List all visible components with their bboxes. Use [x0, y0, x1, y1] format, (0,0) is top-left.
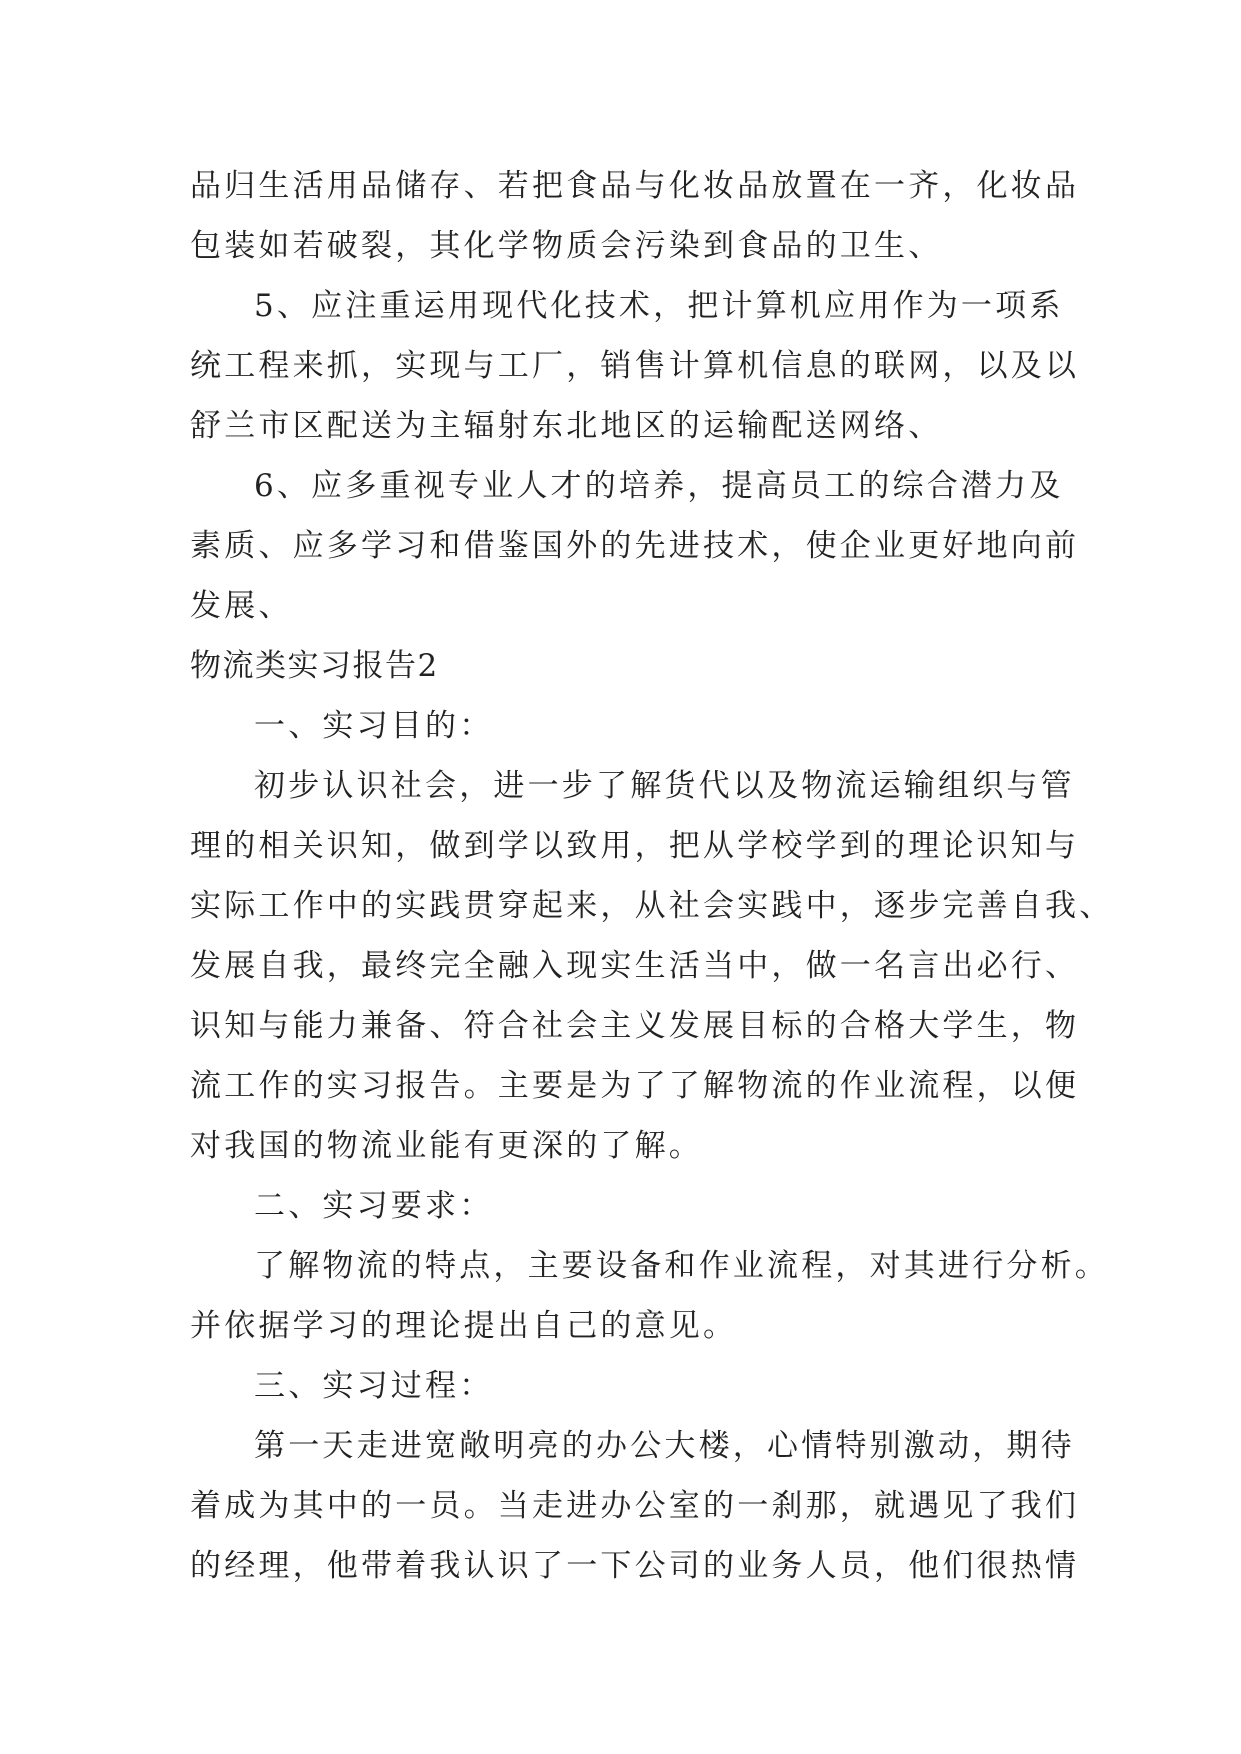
paragraph-line: 统工程来抓，实现与工厂，销售计算机信息的联网，以及以: [190, 348, 1080, 384]
section-heading: 三、实习过程：: [254, 1368, 494, 1404]
document-body: [190, 156, 1114, 1596]
paragraph-line: 实际工作中的实践贯穿起来，从社会实践中，逐步完善自我、: [190, 888, 1114, 924]
paragraph-line: 对我国的物流业能有更深的了解。: [190, 1128, 703, 1164]
paragraph-line: 理的相关识知，做到学以致用，把从学校学到的理论识知与: [190, 828, 1080, 864]
paragraph-line: 包装如若破裂，其化学物质会污染到食品的卫生、: [190, 228, 943, 264]
paragraph-line: 第一天走进宽敞明亮的办公大楼，心情特别激动，期待: [254, 1428, 1075, 1464]
paragraph-line: 5、应注重运用现代化技术，把计算机应用作为一项系: [254, 288, 1064, 324]
paragraph-line: 识知与能力兼备、符合社会主义发展目标的合格大学生，物: [190, 1008, 1080, 1044]
paragraph-line: 着成为其中的一员。当走进办公室的一刹那，就遇见了我们: [190, 1488, 1080, 1524]
paragraph-line: 6、应多重视专业人才的培养，提高员工的综合潜力及: [254, 468, 1064, 504]
paragraph-line: 并依据学习的理论提出自己的意见。: [190, 1308, 738, 1344]
paragraph-line: 发展自我，最终完全融入现实生活当中，做一名言出必行、: [190, 948, 1080, 984]
section-heading: 二、实习要求：: [254, 1188, 494, 1224]
paragraph-line: 发展、: [190, 588, 293, 624]
section-title: 物流类实习报告2: [190, 648, 439, 684]
paragraph-line: 了解物流的特点，主要设备和作业流程，对其进行分析。: [254, 1248, 1109, 1284]
paragraph-line: 舒兰市区配送为主辐射东北地区的运输配送网络、: [190, 408, 943, 444]
paragraph-line: 流工作的实习报告。主要是为了了解物流的作业流程，以便: [190, 1068, 1080, 1104]
section-heading: 一、实习目的：: [254, 708, 494, 744]
paragraph-line: 的经理，他带着我认识了一下公司的业务人员，他们很热情: [190, 1548, 1080, 1584]
paragraph-line: 初步认识社会，进一步了解货代以及物流运输组织与管: [254, 768, 1075, 804]
paragraph-line: 品归生活用品储存、若把食品与化妆品放置在一齐，化妆品: [190, 168, 1080, 204]
paragraph-line: 素质、应多学习和借鉴国外的先进技术，使企业更好地向前: [190, 528, 1080, 564]
